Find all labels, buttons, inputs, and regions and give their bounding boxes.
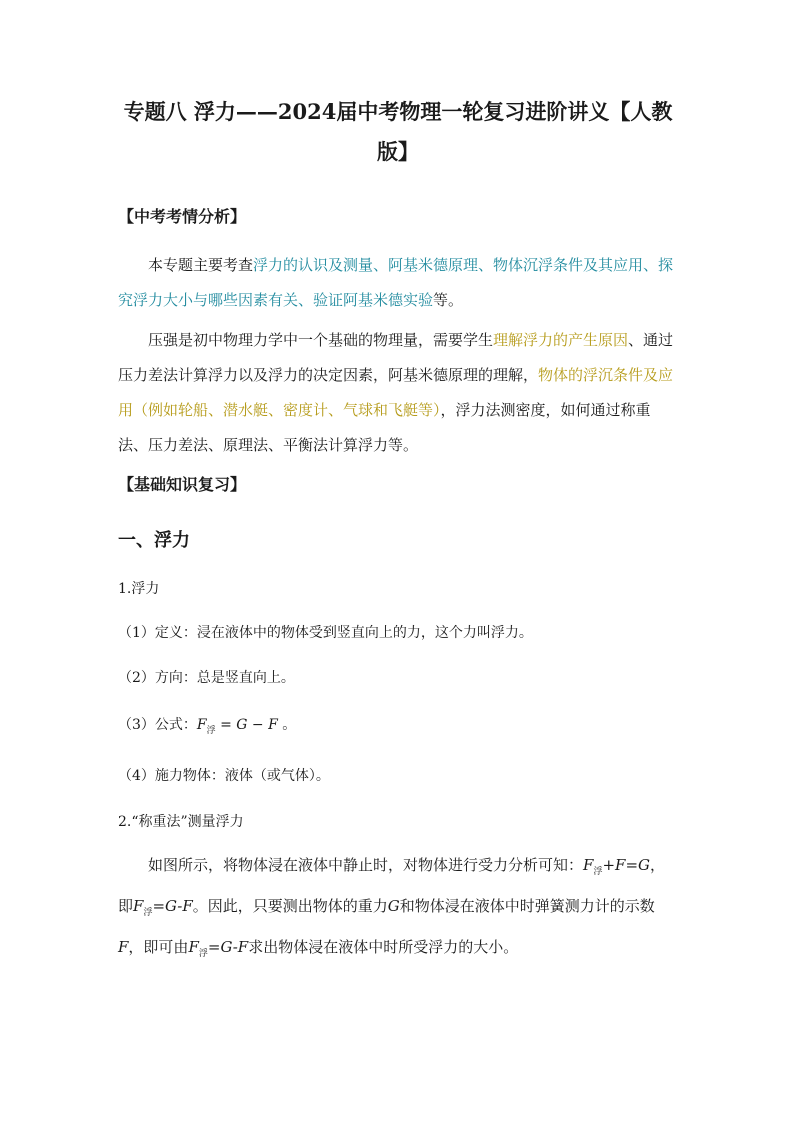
highlight-topics: 浮力的认识及测量、阿基米德原理、物体沉浮条件及其应用、探究浮力大小与哪些因素有关、验证阿基米德实验 xyxy=(118,256,674,309)
paragraph-requirements xyxy=(118,323,678,463)
text: ，即 xyxy=(118,856,666,915)
text: = xyxy=(625,856,639,874)
text: 等。 xyxy=(433,291,464,309)
text: = xyxy=(207,938,221,956)
highlight-cause: 理解浮力的产生原因 xyxy=(493,331,629,349)
text: 和物体浸在液体中时弹簧测力计的示数 xyxy=(399,897,655,915)
symbol-sub: 浮 xyxy=(143,908,153,918)
item-direction: （2）方向：总是竖直向上。 xyxy=(118,670,295,686)
text: 如图所示，将物体浸在液体中静止时，对物体进行受力分析可知： xyxy=(148,856,584,874)
symbol: F xyxy=(133,897,144,915)
formula-rest: = G − F xyxy=(215,717,278,733)
symbol-sub: 浮 xyxy=(198,949,208,959)
item-buoyancy: 1.浮力 xyxy=(118,581,160,597)
text: ，即可由 xyxy=(128,938,189,956)
formula-label: （3）公式： xyxy=(118,717,197,733)
text: 求出物体浸在液体中时所受浮力的大小。 xyxy=(248,938,519,956)
item-applier: （4）施力物体：液体（或气体）。 xyxy=(118,768,330,784)
text: 、通过压力差法计算浮力以及浮力的决定因素，阿基米德原理的理解， xyxy=(118,331,674,384)
paragraph-weighing-method xyxy=(118,848,678,971)
symbol: G-F xyxy=(220,938,249,956)
formula-f: F xyxy=(196,717,207,733)
text: 。因此，只要测出物体的重力 xyxy=(192,897,388,915)
symbol: G xyxy=(638,856,651,874)
symbol: F xyxy=(583,856,594,874)
symbol: G xyxy=(387,897,400,915)
symbol-sub: 浮 xyxy=(593,867,603,877)
symbol: F xyxy=(615,856,626,874)
section-heading-basics: 【基础知识复习】 xyxy=(118,475,247,494)
section-heading-exam-analysis: 【中考考情分析】 xyxy=(118,207,247,226)
item-formula xyxy=(118,714,296,736)
text: + xyxy=(602,856,616,874)
item-weighing-method: 2.“称重法”测量浮力 xyxy=(118,814,244,830)
text: 本专题主要考查 xyxy=(148,256,254,274)
page-title: 专题八 浮力——2024届中考物理一轮复习进阶讲义【人教版】 xyxy=(123,99,673,164)
chapter-heading-buoyancy: 一、浮力 xyxy=(118,530,190,551)
text: = xyxy=(152,897,166,915)
paragraph-exam-focus xyxy=(118,248,678,318)
item-definition: （1）定义：浸在液体中的物体受到竖直向上的力，这个力叫浮力。 xyxy=(118,625,533,641)
text: 压强是初中物理力学中一个基础的物理量，需要学生 xyxy=(148,331,494,349)
text: ，浮力法测密度，如何通过称重法、压力差法、原理法、平衡法计算浮力等。 xyxy=(118,401,651,454)
highlight-applications: 物体的浮沉条件及应用（例如轮船、潜水艇、密度计、气球和飞艇等） xyxy=(118,366,674,419)
symbol: F xyxy=(118,938,129,956)
symbol: F xyxy=(188,938,199,956)
formula-end: 。 xyxy=(277,717,297,733)
formula-sub: 浮 xyxy=(206,725,216,736)
symbol: G-F xyxy=(165,897,193,915)
